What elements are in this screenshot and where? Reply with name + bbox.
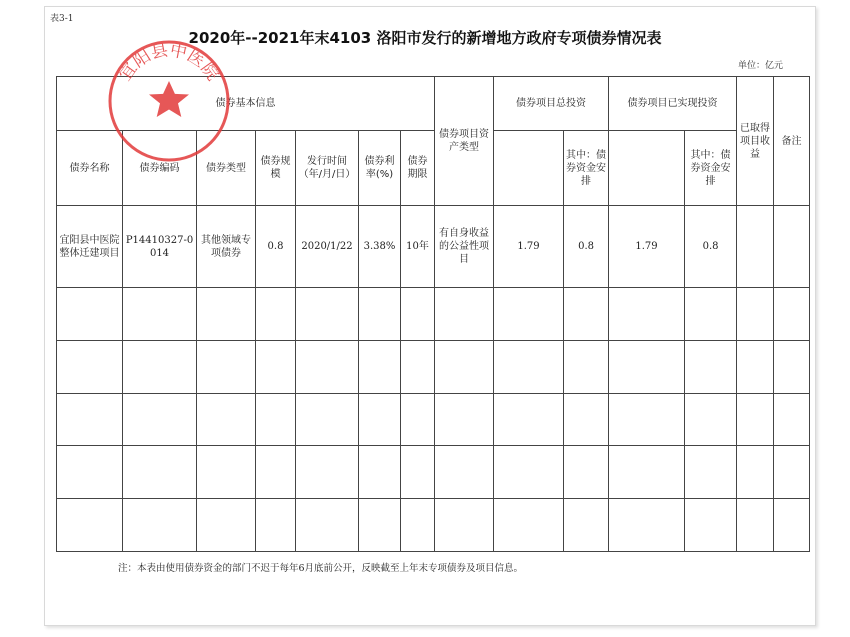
table-row-empty	[57, 499, 810, 552]
header-issue-date: 发行时间（年/月/日）	[296, 131, 359, 206]
seal-text-path: 宜阳县中医院	[115, 40, 223, 85]
header-of-which-realized-bond-funds: 其中：债券资金安排	[685, 131, 737, 206]
unit-label: 单位：亿元	[738, 61, 784, 71]
table-row-empty	[57, 288, 810, 341]
cell-revenue	[737, 206, 774, 288]
header-total-investment: 债券项目总投资	[494, 77, 609, 131]
header-bond-code: 债券编码	[123, 131, 197, 206]
cell-issue-date: 2020/1/22	[296, 206, 359, 288]
table-row-empty	[57, 446, 810, 499]
bond-table	[56, 76, 810, 552]
header-realized-investment: 债券项目已实现投资	[609, 77, 737, 131]
header-realized-investment-blank	[609, 131, 685, 206]
cell-bond-scale: 0.8	[256, 206, 296, 288]
cell-bond-code: P14410327-0014	[123, 206, 197, 288]
table-row	[57, 206, 810, 288]
header-total-investment-blank	[494, 131, 564, 206]
cell-term: 10年	[401, 206, 435, 288]
cell-remarks	[774, 206, 810, 288]
header-row-1	[57, 77, 810, 131]
cell-interest-rate: 3.38%	[359, 206, 401, 288]
header-bond-scale: 债券规模	[256, 131, 296, 206]
header-basic-info: 债券基本信息	[57, 77, 435, 131]
header-of-which-bond-funds: 其中：债券资金安排	[564, 131, 609, 206]
cell-realized-investment: 1.79	[609, 206, 685, 288]
header-revenue: 已取得项目收益	[737, 77, 774, 206]
header-remarks: 备注	[774, 77, 810, 206]
header-term: 债券期限	[401, 131, 435, 206]
header-bond-name: 债券名称	[57, 131, 123, 206]
page-title: 2020年--2021年末4103 洛阳市发行的新增地方政府专项债券情况表	[188, 29, 662, 47]
form-id: 表3-1	[50, 14, 74, 24]
header-interest-rate: 债券利率(%)	[359, 131, 401, 206]
cell-bond-name: 宜阳县中医院整体迁建项目	[57, 206, 123, 288]
header-bond-type: 债券类型	[197, 131, 256, 206]
cell-realized-bond-funds: 0.8	[685, 206, 737, 288]
cell-asset-type: 有自身收益的公益性项目	[435, 206, 494, 288]
table-row-empty	[57, 393, 810, 446]
cell-total-investment: 1.79	[494, 206, 564, 288]
table-row-empty	[57, 340, 810, 393]
cell-bond-type: 其他领域专项债券	[197, 206, 256, 288]
header-row-2	[57, 131, 810, 206]
cell-total-bond-funds: 0.8	[564, 206, 609, 288]
footnote: 注：本表由使用债券资金的部门不迟于每年6月底前公开，反映截至上年末专项债券及项目信息。	[118, 563, 524, 574]
header-asset-type: 债券项目资产类型	[435, 77, 494, 206]
